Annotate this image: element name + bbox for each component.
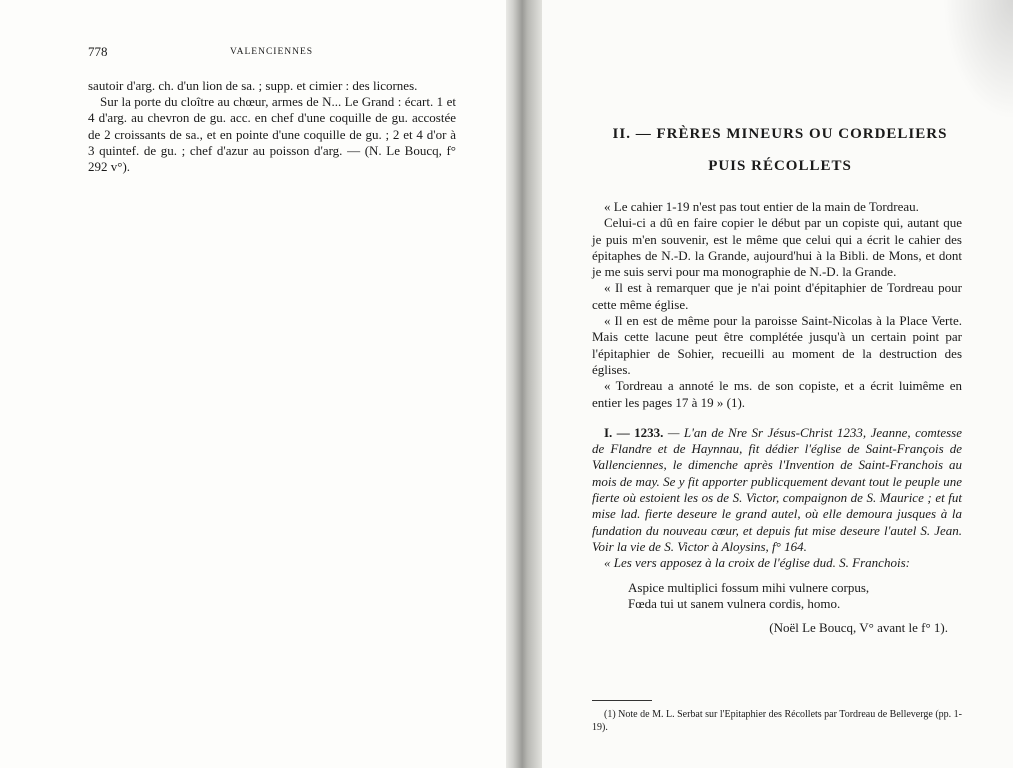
- paragraph: « Tordreau a annoté le ms. de son copiste, et a écrit luimême en entier les pages 17 à 19 » (1).: [592, 378, 962, 410]
- section-title-line: PUIS RÉCOLLETS: [708, 158, 852, 174]
- epitaph-entry: [592, 425, 962, 555]
- paragraph: « Il est à remarquer que je n'ai point d'épitaphier de Tordreau pour cette même église.: [592, 280, 962, 312]
- paragraph: sautoir d'arg. ch. d'un lion de sa. ; supp. et cimier : des licornes.: [88, 78, 418, 93]
- latin-verses: [628, 580, 962, 613]
- verse-source: (Noël Le Boucq, V° avant le f° 1).: [769, 620, 948, 636]
- page-number: 778: [88, 44, 108, 59]
- verse-line: Aspice multiplici fossum mihi vulnere corpus,: [628, 579, 870, 595]
- entry-label: I. — 1233.: [604, 424, 664, 440]
- paragraph: « Le cahier 1-19 n'est pas tout entier de la main de Tordreau.: [604, 199, 919, 214]
- paragraph: Celui-ci a dû en faire copier le début par un copiste qui, autant que je puis m'en souvenir, est le même que celui qui a écrit le cahier des épitaphes de N.-D. la Grande, aujourd'hui à la Bibli. de Mons, et dont je me suis servi pour ma monographie de N.-D. la Grande.: [592, 215, 962, 280]
- scan-shadow: [943, 0, 1013, 120]
- verse-line: Fœda tui ut sanem vulnera cordis, homo.: [628, 595, 841, 611]
- book-gutter: [506, 0, 542, 768]
- footnote: (1) Note de M. L. Serbat sur l'Epitaphier des Récollets par Tordreau de Belleverge (pp. 1-19).: [592, 709, 962, 733]
- left-page-body: [88, 78, 456, 175]
- verses-intro: « Les vers apposez à la croix de l'église dud. S. Franchois:: [604, 555, 910, 571]
- paragraph: Sur la porte du cloître au chœur, armes de N... Le Grand : écart. 1 et 4 d'arg. au chevron de gu. acc. en chef d'une coquille de gu. accostée de 2 croissants de sa., et en pointe d'une coquille de gu. ; 2 et 4 d'or à 3 quintef. de gu. ; chef d'azur au poisson d'arg. — (N. Le Boucq, f° 292 v°).: [88, 94, 456, 175]
- section-title-line: II. — FRÈRES MINEURS OU CORDELIERS: [612, 126, 948, 142]
- entry-text: — L'an de Nre Sr Jésus-Christ 1233, Jeanne, comtesse de Flandre et de Haynnau, fit dédier l'église de Saint-François de Vallenciennes, le dimenche après l'Invention de Saint-Franchois au mois de may. Se y fit apporter publicquement devant tout le peuple une fierte où estoient les os de S. Victor, compaignon de S. Maurice ; et fut mise lad. fierte deseure le grand autel, où elle demoura jusques à la fundation du nouveau cœur, et depuis fut mise deseure l'autel S. Jean. Voir la vie de S. Victor à Aloysins, f° 164.: [592, 424, 963, 554]
- footnote-rule: [592, 700, 652, 701]
- running-head: VALENCIENNES: [230, 47, 314, 57]
- left-page: [0, 0, 506, 768]
- section-title: [590, 118, 970, 182]
- paragraph: « Il en est de même pour la paroisse Saint-Nicolas à la Place Verte. Mais cette lacune peut être complétée jusqu'à un certain point par l'épitaphier de Sohier, recueilli au moment de la destruction des églises.: [592, 313, 962, 377]
- right-page-body: [592, 199, 962, 636]
